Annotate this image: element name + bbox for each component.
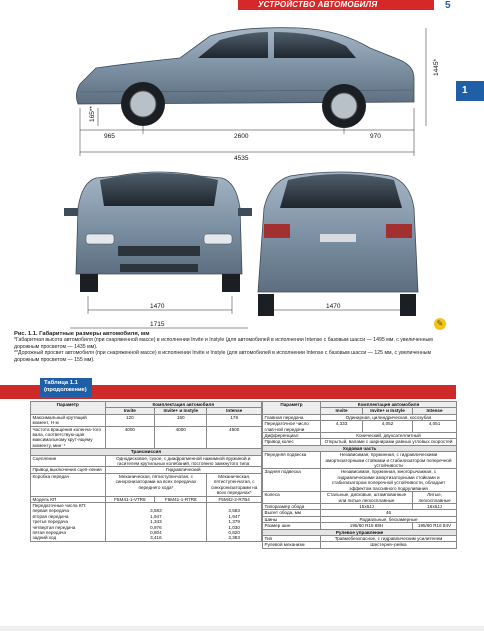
table-row: Колеса Стальные, дисковые, штампованные или литые легкосплавные Литые, легкосплавные — [263, 492, 457, 504]
table-row: Модель КП F5M41-1-V7R8 F5M41-1-R7R8 F5M42-2-R7B4 — [31, 496, 262, 502]
specs-table-left — [30, 401, 262, 542]
table-label — [40, 378, 92, 397]
table-row: Коробка передач Механическая, пятиступенчатая, с синхронизаторами на всех передачах переднего хода* Механическая, пятиступенчатая, с синхронизаторами на всех передачах* — [31, 473, 262, 496]
table-row: Размер шин 195/60 R15 88H 195/60 R16 84V — [263, 523, 457, 529]
table-row: Дифференциал Конический, двухсателлитный — [263, 433, 457, 439]
section-chassis: Ходовая часть — [263, 445, 457, 451]
table-row: Сцепление Однодисковое, сухое, с диафрагменной нажимной пружиной и гасителем крутильных колебаний, постоянно замкнутого типа — [31, 455, 262, 467]
table-row: Частота вращения коленча-того вала, соответствую-щая максимальному крут-ящему моменту, мин⁻¹ 4000 4000 4500 — [31, 426, 262, 449]
figure-caption — [14, 331, 454, 363]
rear-overhang-label: 970 — [370, 133, 381, 140]
col-instyle: Invite+ и Instyle — [155, 408, 207, 414]
section-title: УСТРОЙСТВО АВТОМОБИЛЯ — [258, 0, 378, 9]
table-row: Привод колес Открытый, валами с шарнирами равных угловых скоростей — [263, 439, 457, 445]
table-row: Передняя подвеска Независимая, пружинная, с гидравлическими амортизаторными стойками и стабилизатором поперечной устойчивости — [263, 452, 457, 469]
table-row: Привод выключения сцеп-ления Гидравлический — [31, 467, 262, 473]
wheelbase-label: 2600 — [234, 133, 249, 140]
specs-table-right — [262, 401, 457, 549]
front-track-label: 1470 — [150, 303, 165, 310]
car-rear-view — [258, 172, 418, 316]
table-row: Рулевой механизм Шестерня–рейка — [263, 542, 457, 548]
col-intense: Intense — [413, 408, 457, 414]
page-bottom-edge — [0, 626, 484, 631]
table-row: Тип Травмобезопасное, с гидравлическим усилителем — [263, 535, 457, 541]
col-param: Параметр — [31, 402, 106, 415]
table-number: Таблица 1.1 — [44, 380, 78, 386]
col-intense: Intense — [207, 408, 262, 414]
table-row: Передаточное число глав-ной передачи 4,333 4,052 4,051 — [263, 421, 457, 433]
car-front-view — [64, 172, 252, 292]
front-overhang-label: 965 — [104, 133, 115, 140]
table-row: Передаточные числа КП: первая передача вторая передача третья передача четвертая передача пятая передача задний ход 3,583 1,947 1,343 0,976 0,804 3,416 3,583 1,947 1,379 1,030 0,820 3,363 — [31, 502, 262, 541]
table-continuation: (продолжение) — [44, 386, 87, 393]
col-invite: Invite — [105, 408, 155, 414]
table-row: Задняя подвеска Независимая, пружинная, многорычажная, с гидравлическими амортизаторными стойками и стабилизатором поперечной устойчивости, обладает эффектом пассивного подруливания — [263, 469, 457, 492]
table-row: Главная передача Одинарная, цилиндрическая, косозубая — [263, 414, 457, 420]
caption-note-1: *Габаритная высота автомобиля (при снаряженной массе) в исполнении Invite и Instyle (для автомобилей в исполнении Intense с базовым шасси — 1495 мм, с увеличенным дорожным просветом — 1435 мм). — [14, 337, 433, 350]
chapter-tab[interactable]: 1 — [456, 81, 484, 101]
wrench-icon: ✎ — [434, 318, 446, 330]
col-invite: Invite — [321, 408, 363, 414]
dimensions-figure — [0, 12, 456, 330]
height-label: 1445* — [433, 59, 440, 76]
table-row: Шины Радиальные, бескамерные — [263, 516, 457, 522]
table-row: Вылет обода, мм 46 — [263, 510, 457, 516]
col-group: Комплектация автомобиля — [321, 402, 457, 408]
caption-title: Рис. 1.1. Габаритные размеры автомобиля, мм — [14, 331, 150, 337]
col-instyle: Invite+ и Instyle — [363, 408, 413, 414]
col-group: Комплектация автомобиля — [105, 402, 262, 408]
section-transmission: Трансмиссия — [31, 449, 262, 455]
clearance-label: 165** — [89, 106, 96, 122]
section-steering: Рулевое управление — [263, 529, 457, 535]
caption-note-2: **Дорожный просвет автомобиля (при снаряженной массе) в исполнении Invite и Instyle (для автомобилей в исполнении Intense с базовым шасси — 125 мм, с увеличенным дорожным просветом — 155 мм). — [14, 350, 432, 363]
overall-length-label: 4535 — [234, 155, 249, 162]
table-row: Максимальный крутящий момент, Н·м 120 150 178 — [31, 414, 262, 426]
car-side-view — [76, 28, 414, 128]
overall-width-label: 1715 — [150, 321, 165, 328]
table-row: Типоразмер обода 15x6JJ 16x6JJ — [263, 503, 457, 509]
rear-track-label: 1470 — [326, 303, 341, 310]
col-param: Параметр — [263, 402, 321, 415]
page-number: 5 — [445, 0, 451, 11]
